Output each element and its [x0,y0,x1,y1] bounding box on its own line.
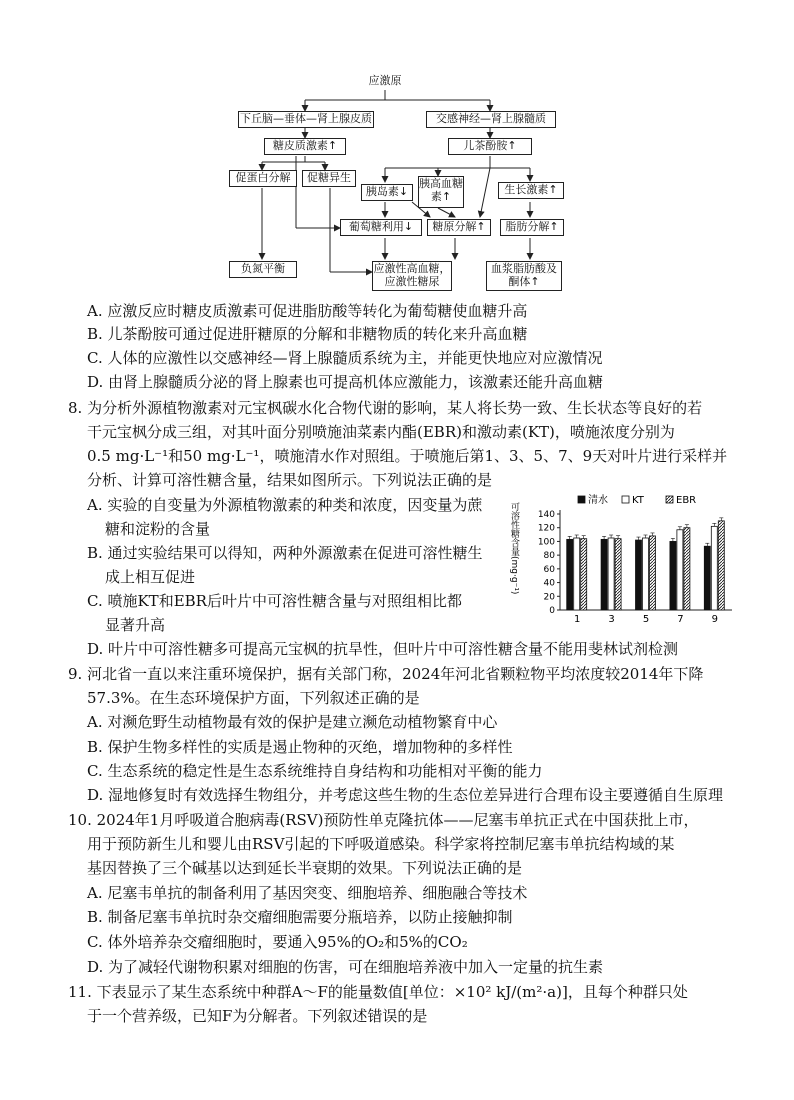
bar-KT-day-5 [643,538,649,610]
node-root: 应激原 [360,74,410,90]
bar-KT-day-1 [574,538,580,610]
bar-清水-day-7 [670,541,676,610]
legend-swatch-KT [622,496,629,503]
node-fat: 脂肪分解↑ [500,219,564,236]
node-neg-nitrogen: 负氮平衡 [229,261,297,278]
node-hyperglycemia: 应激性高血糖，应激性糖尿 [372,261,452,291]
node-growth: 生长激素↑ [498,182,564,199]
soluble-sugar-bar-chart [506,492,738,622]
node-cortisol: 糖皮质激素↑ [264,138,346,155]
bar-KT-day-3 [608,538,614,610]
y-tick-label: 20 [543,592,555,603]
node-left-axis: 下丘脑—垂体—肾上腺皮质 [238,111,374,128]
q8-option-c-cont: 显著升高 [105,616,166,634]
bar-KT-day-9 [711,526,717,610]
bar-EBR-day-1 [581,539,587,610]
q10-stem-1: 10. 2024年1月呼吸道合胞病毒(RSV)预防性单克隆抗体——尼塞韦单抗正式在中国获批上市， [68,811,699,829]
q11-stem-2: 于一个营养级，已知F为分解者。下列叙述错误的是 [87,1007,428,1025]
chart-ylabel: 可溶性糖含量(mg·g⁻¹) [509,502,519,595]
q9-option-b: B. 保护生物多样性的实质是遏止物种的灭绝，增加物种的多样性 [87,738,513,756]
bar-清水-day-5 [636,540,642,610]
node-catecholamine: 儿茶酚胺↑ [448,138,532,155]
bar-清水-day-9 [704,546,710,610]
q7-option-a: A. 应激反应时糖皮质激素可促进脂肪酸等转化为葡萄糖使血糖升高 [87,302,528,320]
y-tick-label: 100 [537,537,555,548]
q8-stem-4: 分析、计算可溶性糖含量，结果如图所示。下列说法正确的是 [87,471,493,489]
y-tick-label: 0 [549,606,555,616]
legend-swatch-清水 [578,496,585,503]
node-glucose-use: 葡萄糖利用↓ [340,219,422,236]
q8-stem-1: 8. 为分析外源植物激素对元宝枫碳水化合物代谢的影响，某人将长势一致、生长状态等良好的若 [68,399,703,417]
legend-swatch-EBR [666,496,673,503]
x-tick-label: 9 [711,614,718,622]
q7-option-c: C. 人体的应激性以交感神经—肾上腺髓质系统为主，并能更快地应对应激情况 [87,349,603,367]
y-tick-label: 60 [543,564,555,575]
q9-option-c: C. 生态系统的稳定性是生态系统维持自身结构和功能相对平衡的能力 [87,762,543,780]
bar-清水-day-3 [601,539,607,610]
q10-stem-3: 基因替换了三个碱基以达到延长半衰期的效果。下列说法正确的是 [87,859,523,877]
q9-option-d: D. 湿地修复时有效选择生物组分，并考虑这些生物的生态位差异进行合理布设主要遵循自生原理 [87,786,724,804]
q8-option-b: B. 通过实验结果可以得知，两种外源激素在促进可溶性糖生 [87,544,483,562]
bar-EBR-day-5 [650,536,656,610]
stress-flow-diagram [0,0,794,300]
bar-EBR-day-3 [615,539,621,610]
q8-stem-2: 干元宝枫分成三组，对其叶面分别喷施油菜素内酯(EBR)和激动素(KT)，喷施浓度分别为 [87,423,675,441]
q8-stem-3: 0.5 mg·L⁻¹和50 mg·L⁻¹，喷施清水作对照组。于喷施后第1、3、5、7、9天对叶片进行采样并 [87,447,728,465]
q10-option-b: B. 制备尼塞韦单抗时杂交瘤细胞需要分瓶培养，以防止接触抑制 [87,908,513,926]
x-tick-label: 3 [608,614,615,622]
q8-option-c: C. 喷施KT和EBR后叶片中可溶性糖含量与对照组相比都 [87,592,462,610]
node-right-axis: 交感神经—肾上腺髓质 [426,111,556,128]
bar-清水-day-1 [567,539,573,610]
q11-stem-1: 11. 下表显示了某生态系统中种群A～F的能量数值[单位：×10² kJ/(m²·a)]，且每个种群只处 [68,983,688,1001]
bar-KT-day-7 [677,530,683,610]
q10-option-d: D. 为了减轻代谢物积累对细胞的伤害，可在细胞培养液中加入一定量的抗生素 [87,958,604,976]
node-glycogen: 糖原分解↑ [427,219,491,236]
y-tick-label: 40 [543,578,555,589]
q10-option-a: A. 尼塞韦单抗的制备利用了基因突变、细胞培养、细胞融合等技术 [87,884,528,902]
x-tick-label: 1 [574,614,581,622]
y-tick-label: 140 [537,510,555,520]
node-insulin: 胰岛素↓ [361,184,413,201]
x-tick-label: 5 [642,614,650,622]
chart-legend [578,493,696,506]
bar-EBR-day-9 [718,521,724,610]
node-protein: 促蛋白分解 [229,170,297,187]
q7-option-b: B. 儿茶酚胺可通过促进肝糖原的分解和非糖物质的转化来升高血糖 [87,325,528,343]
q9-stem-2: 57.3%。在生态环境保护方面，下列叙述正确的是 [87,689,420,707]
y-tick-label: 120 [537,523,555,534]
q8-option-a-cont: 糖和淀粉的含量 [105,520,211,538]
legend-label: KT [632,495,644,506]
node-glucagon: 胰高血糖素↑ [418,176,464,208]
legend-label: EBR [676,495,697,506]
legend-label: 清水 [588,495,608,506]
node-ketone: 血浆脂肪酸及酮体↑ [486,261,562,291]
y-tick-label: 80 [543,551,555,562]
q8-option-b-cont: 成上相互促进 [105,568,196,586]
q8-option-d: D. 叶片中可溶性糖多可提高元宝枫的抗旱性，但叶片中可溶性糖含量不能用斐林试剂检测 [87,640,679,658]
q9-stem-1: 9. 河北省一直以来注重环境保护，据有关部门称，2024年河北省颗粒物平均浓度较2014年下降 [68,665,704,683]
x-tick-label: 7 [677,614,684,622]
q10-option-c: C. 体外培养杂交瘤细胞时，要通入95%的O₂和5%的CO₂ [87,933,468,951]
q9-option-a: A. 对濒危野生动植物最有效的保护是建立濒危动植物繁育中心 [87,713,498,731]
q10-stem-2: 用于预防新生儿和婴儿由RSV引起的下呼吸道感染。科学家将控制尼塞韦单抗结构域的某 [87,835,675,853]
node-gluconeo: 促糖异生 [302,170,356,187]
q8-option-a: A. 实验的自变量为外源植物激素的种类和浓度，因变量为蔗 [87,496,483,514]
q7-option-d: D. 由肾上腺髓质分泌的肾上腺素也可提高机体应激能力，该激素还能升高血糖 [87,373,604,391]
bar-EBR-day-7 [684,528,690,610]
